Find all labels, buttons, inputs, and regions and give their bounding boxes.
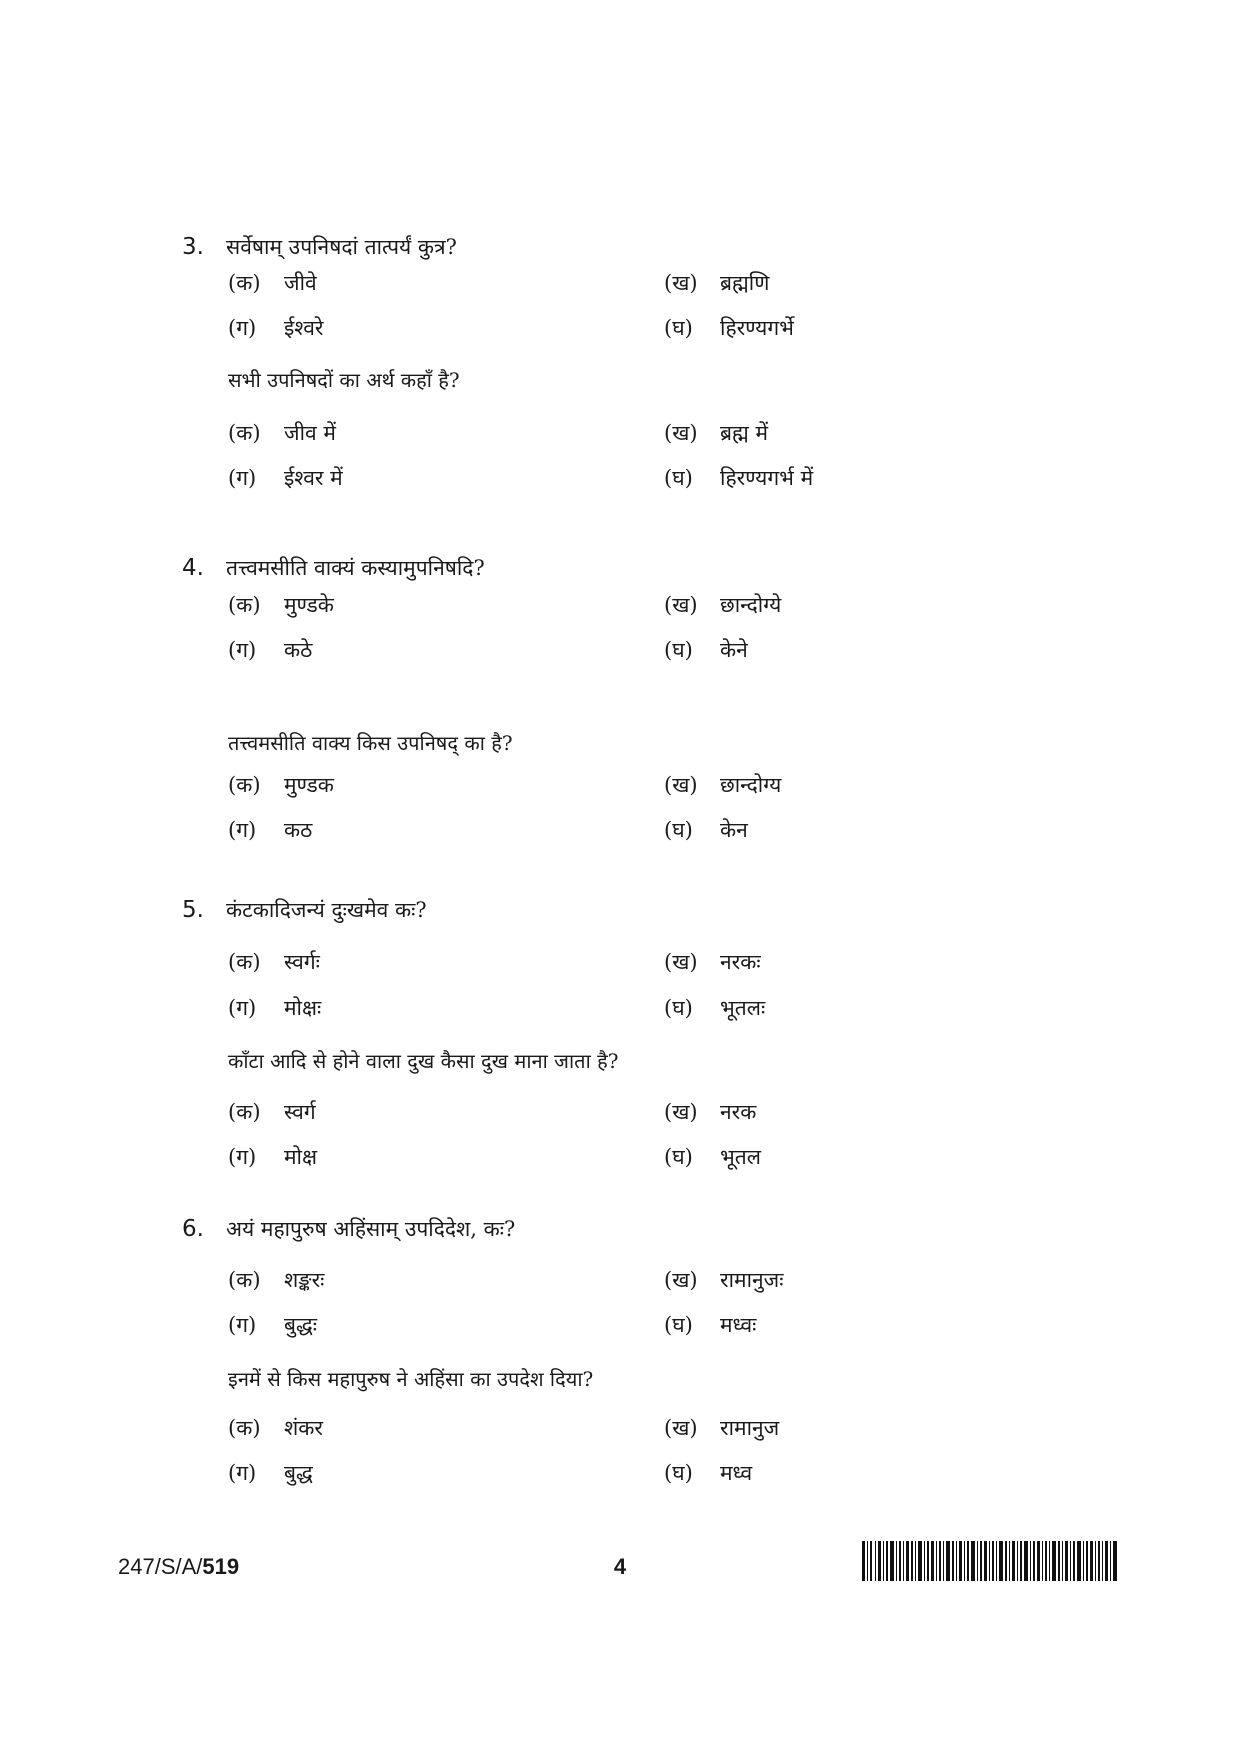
question-text-sanskrit: सर्वेषाम् उपनिषदां तात्पर्यं कुत्र? xyxy=(226,235,457,259)
option-text: बुद्धः xyxy=(284,1313,318,1337)
option-ka xyxy=(228,268,317,298)
option-gha xyxy=(664,1310,756,1340)
option-mark: (ग) xyxy=(228,818,257,842)
question-text-hindi: सभी उपनिषदों का अर्थ कहाँ है? xyxy=(228,368,460,392)
option-text: जीवे xyxy=(284,271,317,295)
option-gha xyxy=(664,993,765,1023)
option-kha xyxy=(664,268,769,298)
option-gha xyxy=(664,1142,761,1172)
option-kha xyxy=(664,770,781,800)
question-text-sanskrit: तत्त्वमसीति वाक्यं कस्यामुपनिषदि? xyxy=(226,556,485,580)
option-ka xyxy=(228,947,320,977)
question-text-sanskrit: कंटकादिजन्यं दुःखमेव कः? xyxy=(226,898,427,922)
option-kha xyxy=(664,1265,784,1295)
option-mark: (ख) xyxy=(664,950,698,974)
paper-code xyxy=(118,1552,239,1582)
option-ga xyxy=(228,993,321,1023)
option-ga xyxy=(228,313,324,343)
option-text: मध्वः xyxy=(720,1313,757,1337)
option-kha xyxy=(664,1097,756,1127)
option-mark: (घ) xyxy=(664,1313,693,1337)
option-mark: (ग) xyxy=(228,316,257,340)
option-ga xyxy=(228,635,312,665)
option-gha xyxy=(664,635,748,665)
option-mark: (घ) xyxy=(664,466,693,490)
option-mark: (घ) xyxy=(664,1145,693,1169)
option-text: केन xyxy=(720,818,748,842)
option-mark: (ग) xyxy=(228,1145,257,1169)
option-text: रामानुज xyxy=(720,1416,780,1440)
option-mark: (ग) xyxy=(228,1313,257,1337)
option-ga xyxy=(228,815,312,845)
option-text: मोक्षः xyxy=(284,996,322,1020)
option-gha xyxy=(664,1458,752,1488)
option-mark: (क) xyxy=(228,593,261,617)
option-text: ब्रह्म में xyxy=(720,421,769,445)
option-mark: (ग) xyxy=(228,1461,257,1485)
option-mark: (ख) xyxy=(664,271,698,295)
option-mark: (ग) xyxy=(228,638,257,662)
option-ka xyxy=(228,1097,316,1127)
question-number: 4. xyxy=(182,555,204,581)
option-text: भूतलः xyxy=(720,996,766,1020)
option-text: ईश्वरे xyxy=(284,316,324,340)
question-number: 5. xyxy=(182,897,204,923)
option-gha xyxy=(664,463,813,493)
option-text: शङ्करः xyxy=(284,1268,325,1292)
paper-code-prefix: 247/S/A/ xyxy=(118,1554,203,1579)
option-mark: (क) xyxy=(228,773,261,797)
option-ka xyxy=(228,1265,324,1295)
option-text: मुण्डक xyxy=(284,773,334,797)
option-ka xyxy=(228,1413,323,1443)
option-text: केने xyxy=(720,638,748,662)
option-kha xyxy=(664,1413,779,1443)
barcode-icon xyxy=(862,1541,1117,1581)
option-text: कठ xyxy=(284,818,313,842)
option-text: बुद्ध xyxy=(284,1461,313,1485)
option-mark: (क) xyxy=(228,421,261,445)
option-kha xyxy=(664,418,768,448)
option-text: मुण्डके xyxy=(284,593,334,617)
option-text: रामानुजः xyxy=(720,1268,784,1292)
option-mark: (क) xyxy=(228,950,261,974)
option-text: शंकर xyxy=(284,1416,323,1440)
option-text: स्वर्गः xyxy=(284,950,320,974)
option-mark: (घ) xyxy=(664,316,693,340)
option-text: कठे xyxy=(284,638,313,662)
option-ga xyxy=(228,1142,317,1172)
option-mark: (ग) xyxy=(228,996,257,1020)
option-ka xyxy=(228,418,336,448)
option-text: जीव में xyxy=(284,421,336,445)
question-number: 6. xyxy=(182,1216,204,1242)
option-mark: (ख) xyxy=(664,1100,698,1124)
option-text: नरकः xyxy=(720,950,761,974)
option-text: ईश्वर में xyxy=(284,466,343,490)
option-mark: (ग) xyxy=(228,466,257,490)
option-kha xyxy=(664,590,781,620)
option-text: छान्दोग्य xyxy=(720,773,782,797)
option-gha xyxy=(664,313,794,343)
option-ga xyxy=(228,1310,317,1340)
option-text: मध्व xyxy=(720,1461,753,1485)
option-text: नरक xyxy=(720,1100,757,1124)
paper-code-number: 519 xyxy=(202,1554,240,1579)
option-text: भूतल xyxy=(720,1145,761,1169)
option-text: छान्दोग्ये xyxy=(720,593,782,617)
option-mark: (ख) xyxy=(664,1416,698,1440)
option-mark: (घ) xyxy=(664,1461,693,1485)
option-mark: (क) xyxy=(228,1416,261,1440)
option-text: ब्रह्मणि xyxy=(720,271,770,295)
option-ka xyxy=(228,770,334,800)
option-text: हिरण्यगर्भे xyxy=(720,316,794,340)
option-mark: (घ) xyxy=(664,996,693,1020)
question-text-hindi: तत्त्वमसीति वाक्य किस उपनिषद् का है? xyxy=(228,731,513,755)
page-number: 4 xyxy=(613,1554,627,1579)
question-text-hindi: इनमें से किस महापुरुष ने अहिंसा का उपदेश दिया? xyxy=(228,1367,594,1391)
option-text: मोक्ष xyxy=(284,1145,318,1169)
question-number: 3. xyxy=(182,234,204,260)
option-ga xyxy=(228,463,343,493)
option-mark: (ख) xyxy=(664,593,698,617)
option-mark: (क) xyxy=(228,271,261,295)
option-mark: (घ) xyxy=(664,818,693,842)
question-text-hindi: काँटा आदि से होने वाला दुख कैसा दुख माना जाता है? xyxy=(228,1049,619,1073)
option-mark: (ख) xyxy=(664,421,698,445)
question-text-sanskrit: अयं महापुरुष अहिंसाम् उपदिदेश, कः? xyxy=(226,1217,516,1241)
option-kha xyxy=(664,947,761,977)
option-ga xyxy=(228,1458,313,1488)
option-mark: (क) xyxy=(228,1268,261,1292)
option-text: स्वर्ग xyxy=(284,1100,316,1124)
option-mark: (क) xyxy=(228,1100,261,1124)
option-mark: (घ) xyxy=(664,638,693,662)
option-mark: (ख) xyxy=(664,773,698,797)
option-ka xyxy=(228,590,334,620)
option-mark: (ख) xyxy=(664,1268,698,1292)
option-text: हिरण्यगर्भ में xyxy=(720,466,814,490)
option-gha xyxy=(664,815,748,845)
